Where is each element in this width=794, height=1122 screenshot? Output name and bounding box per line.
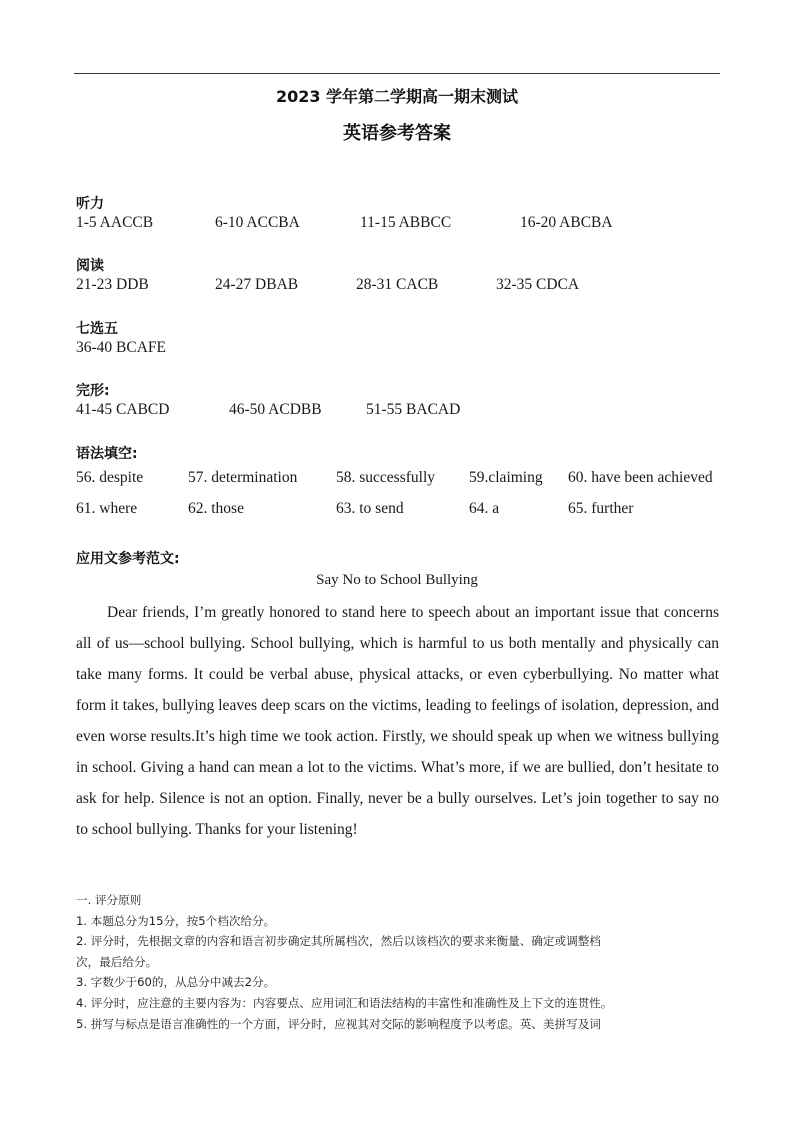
grammar-answer: 59.claiming <box>469 469 543 486</box>
grammar-heading: 语法填空: <box>76 446 138 462</box>
model-essay <box>76 597 719 845</box>
answer-key-title: 英语参考答案 <box>343 123 451 144</box>
scoring-rules <box>76 890 721 1034</box>
grammar-answer: 63. to send <box>336 500 404 517</box>
top-divider <box>74 73 720 74</box>
exam-title: 2023 学年第二学期高一期末测试 <box>275 87 519 106</box>
reading-answer: 21-23 DDB <box>76 276 149 293</box>
listening-answer: 1-5 AACCB <box>76 214 154 231</box>
reading-answer: 28-31 CACB <box>356 276 439 293</box>
writing-heading: 应用文参考范文: <box>76 551 180 567</box>
listening-answer: 11-15 ABBCC <box>360 214 452 231</box>
scoring-heading: 一. 评分原则 <box>76 893 142 907</box>
listening-answer: 6-10 ACCBA <box>215 214 300 231</box>
essay-body: Dear friends, I’m greatly honored to stand here to speech about an important issue that concerns all of us—school bullying. School bullying, which is harmful to us both mentally and physically can take many forms. It could be verbal abuse, physical attacks, or even cyberbullying. No matter what form it takes, bullying leaves deep scars on the victims, leading to feelings of isolation, depression, and even worse results.It’s high time we took action. Firstly, we should speak up when we witness bullying in school. Giving a hand can mean a lot to the victims. What’s more, if we are bullied, don’t hesitate to ask for help. Silence is not an option. Finally, never be a bully ourselves. Let’s join together to say no to school bullying. Thanks for your listening! <box>76 604 719 838</box>
scoring-line: 次，最后给分。 <box>76 954 158 969</box>
scoring-line: 5. 拼写与标点是语言准确性的一个方面，评分时，应视其对交际的影响程度予以考虑。英、美拼写及词 <box>76 1016 601 1031</box>
cloze-answer: 46-50 ACDBB <box>229 401 322 418</box>
grammar-answer: 64. a <box>469 500 500 517</box>
essay-title: Say No to School Bullying <box>316 572 478 588</box>
scoring-line: 4. 评分时，应注意的主要内容为：内容要点、应用词汇和语法结构的丰富性和准确性及上下文的连贯性。 <box>76 995 613 1010</box>
reading-answer: 24-27 DBAB <box>215 276 299 293</box>
grammar-answer: 60. have been achieved <box>568 469 713 486</box>
cloze-answer: 51-55 BACAD <box>366 401 461 418</box>
grammar-answer: 58. successfully <box>336 469 436 486</box>
reading-heading: 阅读 <box>76 258 104 274</box>
scoring-line: 3. 字数少于60的，从总分中减去2分。 <box>76 975 276 990</box>
grammar-answer: 65. further <box>568 500 634 517</box>
seven-five-answer: 36-40 BCAFE <box>76 339 166 356</box>
grammar-answer: 62. those <box>188 500 244 517</box>
grammar-answer: 56. despite <box>76 469 144 486</box>
seven-five-heading: 七选五 <box>76 321 118 337</box>
listening-answer: 16-20 ABCBA <box>520 214 613 231</box>
grammar-answer: 61. where <box>76 500 138 517</box>
cloze-answer: 41-45 CABCD <box>76 401 170 418</box>
listening-heading: 听力 <box>76 196 104 212</box>
grammar-answer: 57. determination <box>188 469 298 486</box>
scoring-line: 2. 评分时，先根据文章的内容和语言初步确定其所属档次，然后以该档次的要求来衡量、确定或调整档 <box>76 934 601 949</box>
reading-answer: 32-35 CDCA <box>496 276 580 293</box>
cloze-heading: 完形: <box>76 383 110 399</box>
scoring-line: 1. 本题总分为15分，按5个档次给分。 <box>76 913 276 928</box>
